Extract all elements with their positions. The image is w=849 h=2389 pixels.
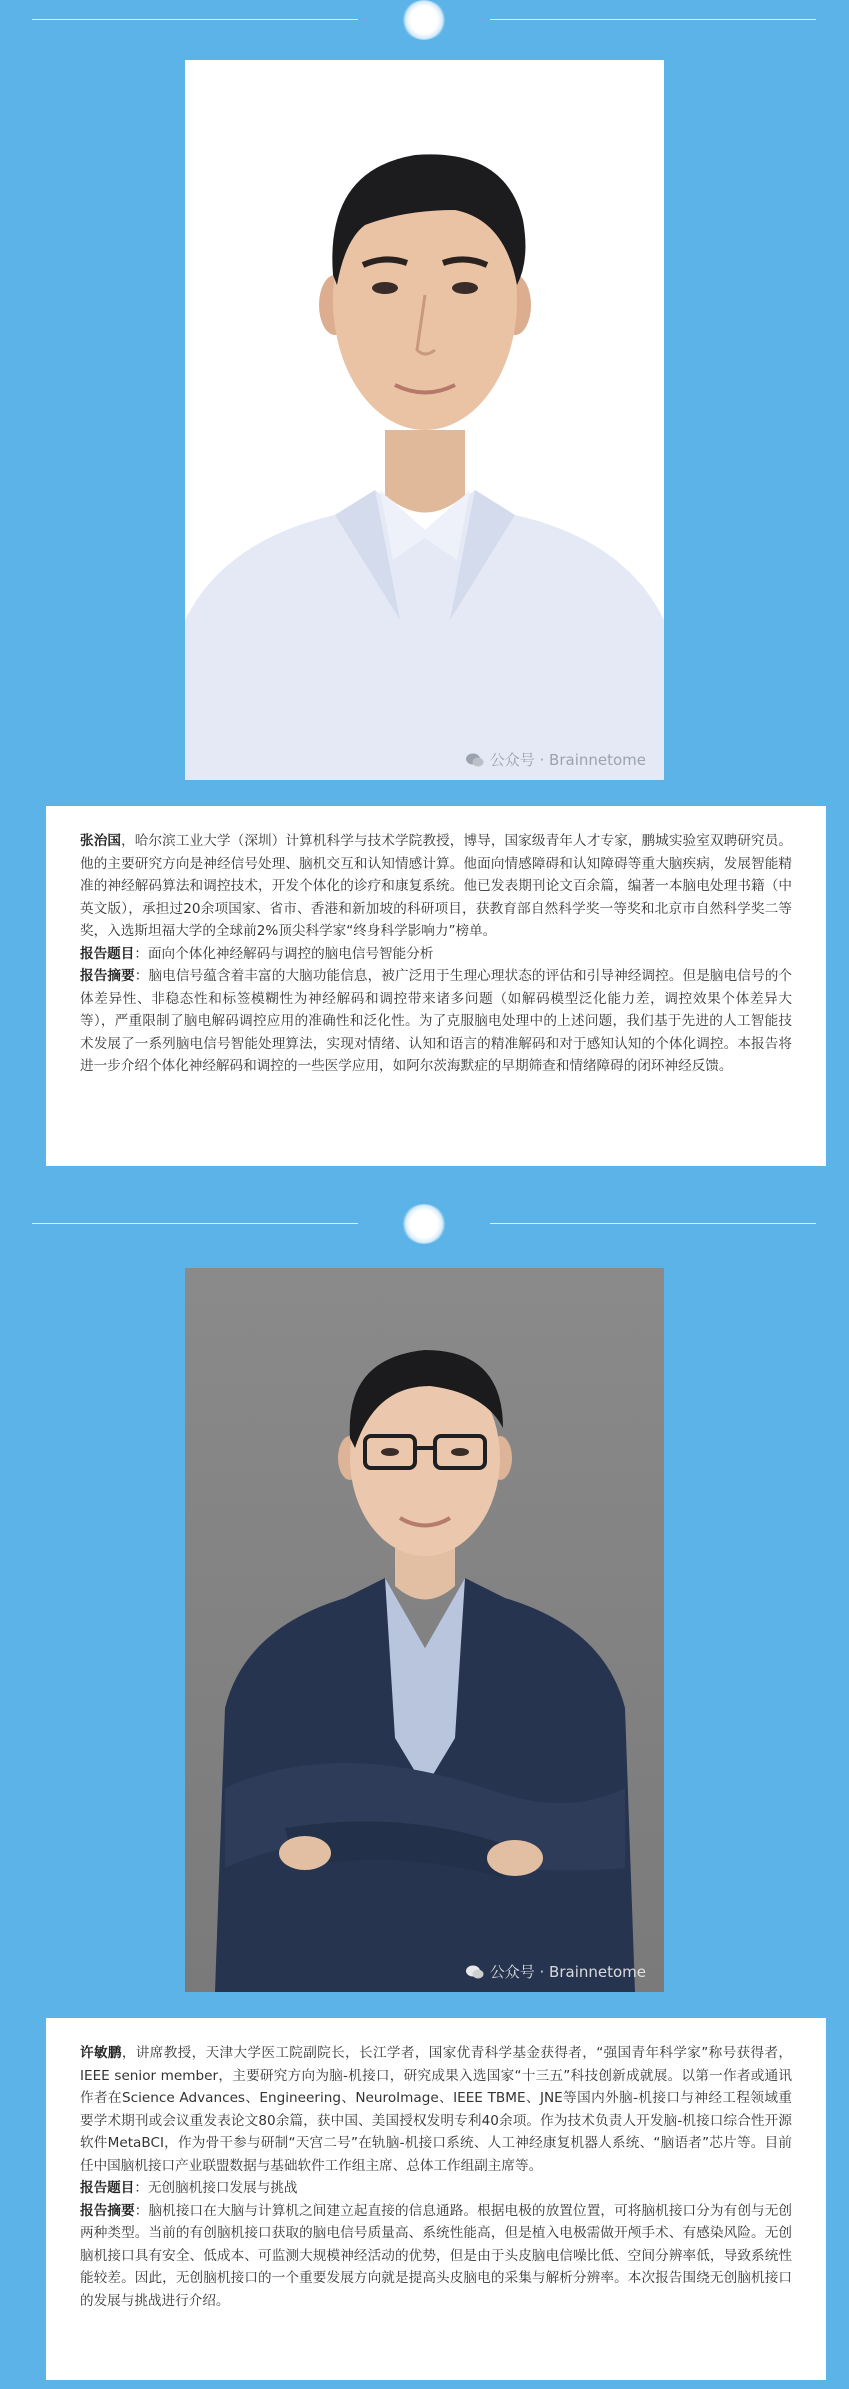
report-abstract — [80, 2200, 792, 2313]
divider-dot-icon — [402, 1204, 446, 1244]
wechat-icon — [466, 753, 484, 767]
section-divider-middle — [0, 1204, 849, 1244]
report-abstract-value: ：脑机接口在大脑与计算机之间建立起直接的信息通路。根据电极的放置位置，可将脑机接口分为有创与无创两种类型。当前的有创脑机接口获取的脑电信号质量高、系统性能高，但是植入电极需做开颅手术、有感染风险。无创脑机接口具有安全、低成本、可监测大规模神经活动的优势，但是由于头皮脑电信噪比低、空间分辨率低，导致系统性能较差。因此，无创脑机接口的一个重要发展方向就是提高头皮脑电的采集与解析分辨率。本次报告围绕无创脑机接口的发展与挑战进行介绍。 — [80, 2202, 793, 2309]
divider-line — [490, 19, 816, 20]
watermark-text: 公众号 · Brainnetome — [489, 751, 646, 769]
divider-line — [32, 1223, 358, 1224]
report-title-label: 报告题目 — [80, 945, 135, 962]
divider-dot-icon — [402, 0, 446, 40]
report-abstract — [80, 965, 792, 1078]
speaker-bio-text: ，哈尔滨工业大学（深圳）计算机科学与技术学院教授，博导，国家级青年人才专家，鹏城实验室双聘研究员。他的主要研究方向是神经信号处理、脑机交互和认知情感计算。他面向情感障碍和认知障碍等重大脑疾病，发展智能精准的神经解码算法和调控技术，开发个体化的诊疗和康复系统。他已发表期刊论文百余篇，编著一本脑电处理书籍（中英文版），承担过20余项国家、省市、香港和新加坡的科研项目，获教育部自然科学奖一等奖和北京市自然科学奖二等奖，入选斯坦福大学的全球前2%顶尖科学家“终身科学影响力”榜单。 — [80, 833, 793, 939]
speaker-name: 许敏鹏 — [80, 2045, 122, 2061]
section-divider-top — [0, 0, 849, 40]
report-abstract-label: 报告摘要 — [80, 2202, 135, 2219]
divider-line — [32, 19, 358, 20]
report-abstract-label: 报告摘要 — [80, 968, 135, 984]
watermark-text: 公众号 · Brainnetome — [489, 1963, 646, 1981]
report-title-value: ：无创脑机接口发展与挑战 — [134, 2180, 298, 2196]
divider-line — [490, 1223, 816, 1224]
report-title-value: ：面向个体化神经解码与调控的脑电信号智能分析 — [134, 945, 434, 962]
speaker-bio-text: ，讲席教授，天津大学医工院副院长，长江学者，国家优青科学基金获得者，“强国青年科学家”称号获得者，IEEE senior member，主要研究方向为脑-机接口，研究成果入选国家“十三五”科技创新成就展。以第一作者或通讯作者在Science Advances、Engineering、NeuroImage、IEEE TBME、JNE等国内外脑-机接口与神经工程领域重要学术期刊或会议重发表论文80余篇，获中国、美国授权发明专利40余项。作为技术负责人开发脑-机接口综合性开源软件MetaBCI，作为骨干参与研制“天宫二号”在轨脑-机接口系统、人工神经康复机器人系统、“脑语者”芯片等。目前任中国脑机接口产业联盟数据与基础软件工作组主席、总体工作组副主席等。 — [80, 2045, 792, 2174]
report-title-label: 报告题目 — [80, 2180, 135, 2196]
speaker-bio — [80, 830, 792, 943]
report-abstract-value: ：脑电信号蕴含着丰富的大脑功能信息，被广泛用于生理心理状态的评估和引导神经调控。但是脑电信号的个体差异性、非稳态性和标签模糊性为神经解码和调控带来诸多问题（如解码模型泛化能力差，调控效果个体差异大等），严重限制了脑电解码调控应用的准确性和泛化性。为了克服脑电处理中的上述问题，我们基于先进的人工智能技术发展了一系列脑电信号智能处理算法，实现对情绪、认知和语言的精准解码和对于感知认知的个体化调控。本报告将进一步介绍个体化神经解码和调控的一些医学应用，如阿尔茨海默症的早期筛查和情绪障碍的闭环神经反馈。 — [80, 968, 793, 1074]
speaker-bio — [80, 2042, 792, 2177]
wechat-icon — [466, 1965, 484, 1979]
watermark — [466, 1961, 646, 1982]
speaker-photo-1 — [185, 60, 664, 780]
speaker-card-2 — [46, 2018, 826, 2380]
speaker-card-1 — [46, 806, 826, 1166]
report-title — [80, 943, 792, 966]
watermark — [466, 749, 646, 770]
speaker-name: 张治国 — [80, 833, 122, 849]
report-title — [80, 2177, 792, 2200]
speaker-photo-2 — [185, 1268, 664, 1992]
